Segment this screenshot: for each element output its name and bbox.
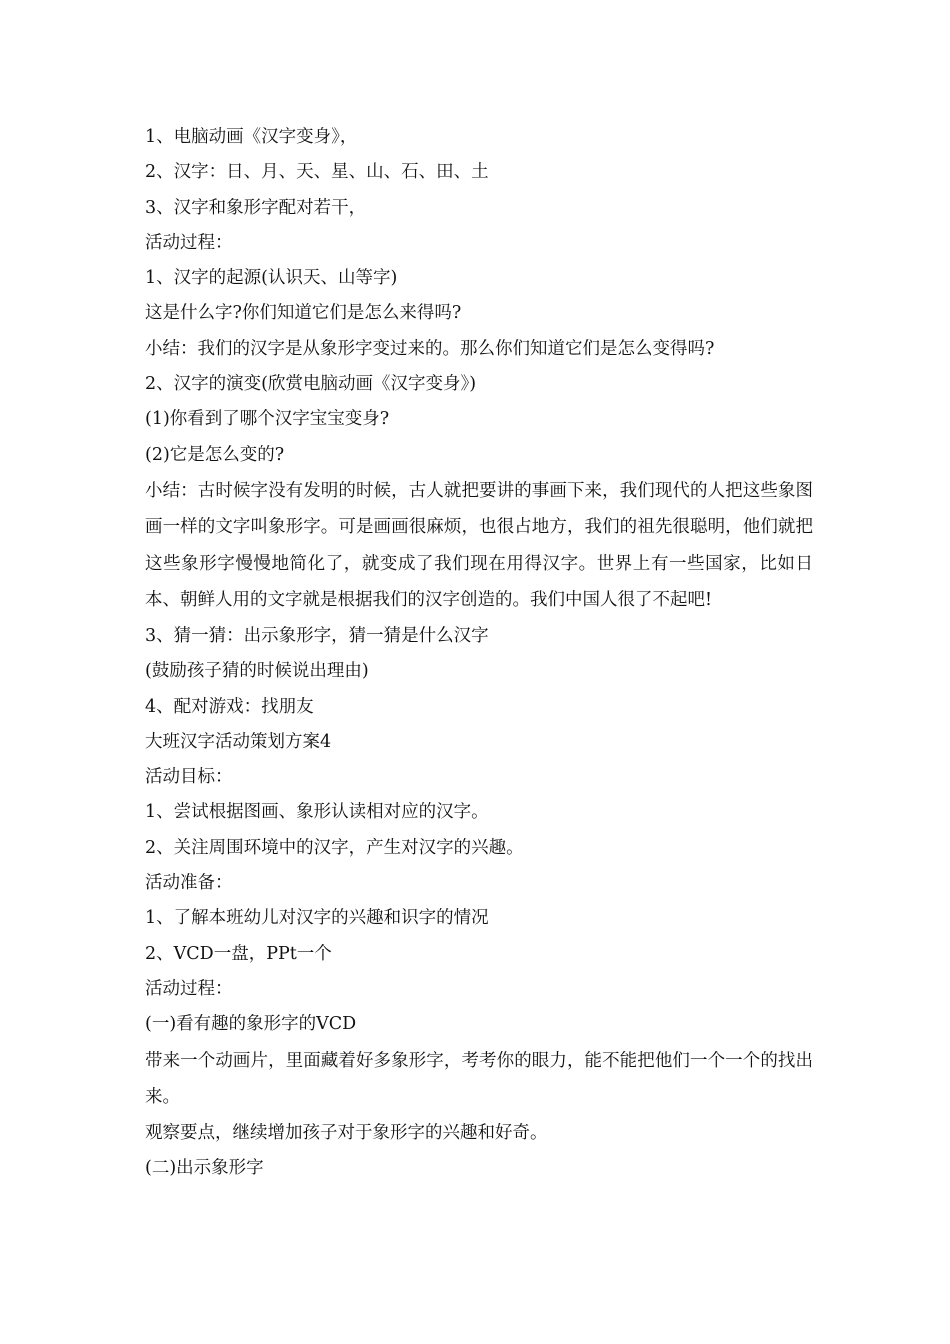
plan-4-title: 大班汉字活动策划方案4 xyxy=(145,731,332,752)
materials-item-2: 2、汉字：日、月、天、星、山、石、田、土 xyxy=(145,162,489,183)
section-heading-goals: 活动目标： xyxy=(145,767,233,788)
step-2-question-1: (1)你看到了哪个汉字宝宝变身? xyxy=(145,409,390,430)
materials-item-3: 3、汉字和象形字配对若干， xyxy=(145,197,367,218)
step-1-question: 这是什么字?你们知道它们是怎么来得吗? xyxy=(145,303,462,324)
document-body xyxy=(145,120,813,1186)
step-1-heading: 1、汉字的起源(认识天、山等字) xyxy=(145,268,398,289)
step-2-summary-paragraph: 小结：古时候字没有发明的时候，古人就把要讲的事画下来，我们现代的人把这些象图画一样的文字叫象形字。可是画画很麻烦，也很占地方，我们的祖先很聪明，他们就把这些象形字慢慢地简化了，就变成了我们现在用得汉字。世界上有一些国家，比如日本、朝鲜人用的文字就是根据我们的汉字创造的。我们中国人很了不起吧! xyxy=(145,480,813,611)
preparation-item-2: 2、VCD一盘，PPt一个 xyxy=(145,943,332,964)
part-1-paragraph: 带来一个动画片，里面藏着好多象形字，考考你的眼力，能不能把他们一个一个的找出来。 xyxy=(145,1050,813,1108)
step-2-question-2: (2)它是怎么变的? xyxy=(145,444,285,465)
part-2-heading: (二)出示象形字 xyxy=(145,1157,264,1178)
goal-item-1: 1、尝试根据图画、象形认读相对应的汉字。 xyxy=(145,802,489,823)
part-1-heading: (一)看有趣的象形字的VCD xyxy=(145,1014,357,1035)
preparation-item-1: 1、了解本班幼儿对汉字的兴趣和识字的情况 xyxy=(145,908,489,929)
section-heading-process: 活动过程： xyxy=(145,232,233,253)
part-1-observation: 观察要点，继续增加孩子对于象形字的兴趣和好奇。 xyxy=(145,1122,548,1143)
step-1-summary: 小结：我们的汉字是从象形字变过来的。那么你们知道它们是怎么变得吗? xyxy=(145,338,715,359)
section-heading-process-2: 活动过程： xyxy=(145,978,233,999)
step-3-heading: 3、猜一猜：出示象形字，猜一猜是什么汉字 xyxy=(145,625,489,646)
step-2-heading: 2、汉字的演变(欣赏电脑动画《汉字变身》) xyxy=(145,374,477,395)
step-3-note: (鼓励孩子猜的时候说出理由) xyxy=(145,661,369,682)
goal-item-2: 2、关注周围环境中的汉字，产生对汉字的兴趣。 xyxy=(145,837,524,858)
section-heading-preparation: 活动准备： xyxy=(145,873,233,894)
step-4-heading: 4、配对游戏：找朋友 xyxy=(145,696,314,717)
materials-item-1: 1、电脑动画《汉字变身》， xyxy=(145,127,358,147)
